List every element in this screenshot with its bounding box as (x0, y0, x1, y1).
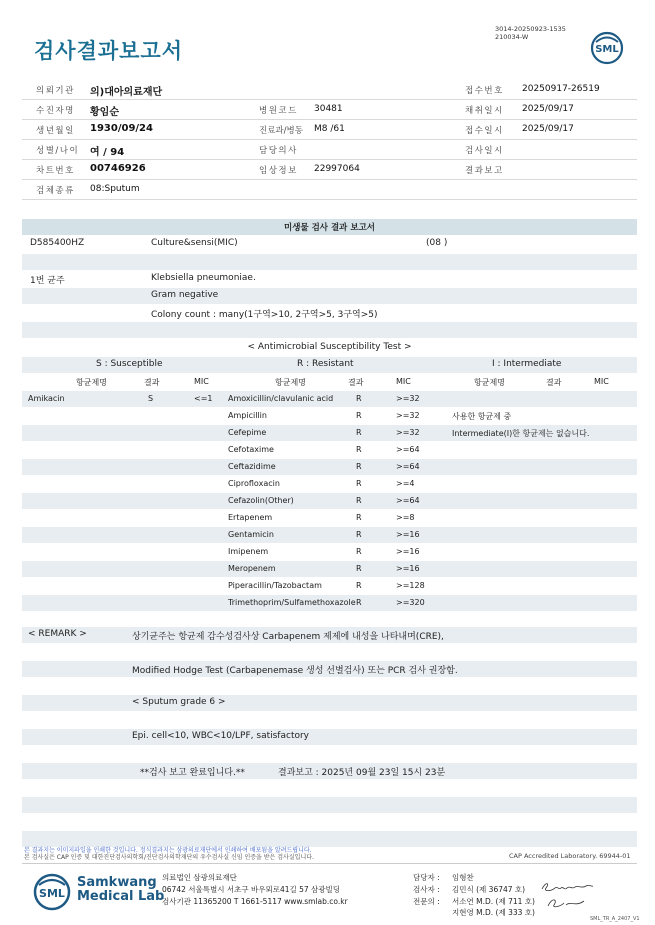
test-code: D585400HZ (30, 238, 85, 248)
col-mic-i: MIC (594, 377, 609, 386)
receipt-date: 2025/09/17 (522, 124, 574, 134)
legend-resistant: R : Resistant (297, 359, 354, 369)
blank-band (22, 322, 637, 338)
epi-result: Epi. cell<10, WBC<10/LPF, satisfactory (132, 731, 310, 741)
mic-r: >=32 (396, 411, 420, 420)
table-row (22, 578, 637, 594)
organism-label: 1번 균주 (30, 276, 65, 286)
birth-date: 1930/09/24 (90, 123, 153, 134)
drug-name-r: Cefazolin(Other) (228, 496, 294, 505)
table-row (22, 425, 637, 441)
staff-name: 임형찬 (452, 873, 474, 882)
mic-r: >=64 (396, 496, 420, 505)
result-r: R (356, 581, 362, 590)
result-r: R (356, 530, 362, 539)
table-row (22, 459, 637, 475)
mic-r: >=320 (396, 598, 425, 607)
table-row (22, 391, 637, 407)
col-mic-s: MIC (194, 377, 209, 386)
collection-date: 2025/09/17 (522, 104, 574, 114)
col-result-s: 결과 (144, 378, 160, 387)
svg-text:SML: SML (595, 44, 619, 55)
tester-name: 김민식 (제 36747 호) (452, 885, 526, 894)
document-id-line1: 3014-20250923-1535 (495, 25, 566, 33)
mic-r: >=128 (396, 581, 425, 590)
drug-name-r: Cefepime (228, 428, 267, 437)
table-row (22, 442, 637, 458)
remark-1: 상기균주는 항균제 감수성검사상 Carbapenem 제제에 내성을 나타내며(CRE), (132, 632, 444, 642)
brand-line1: Samkwang (77, 875, 157, 890)
specimen: 08:Sputum (90, 184, 140, 194)
label-test-date: 검사일시 (465, 146, 504, 156)
ast-title-row (22, 340, 637, 356)
col-drug-s: 항균제명 (76, 378, 107, 387)
blank-band (22, 610, 637, 626)
drug-name-r: Ampicillin (228, 411, 267, 420)
specialist-1: 서소연 M.D. (제 711 호) (452, 897, 535, 906)
receipt-no: 20250917-26519 (522, 84, 600, 94)
blank-band (22, 780, 637, 796)
table-row (22, 510, 637, 526)
gram-stain: Gram negative (151, 290, 219, 300)
result-s: S (148, 394, 154, 403)
drug-name-r: Ertapenem (228, 513, 273, 522)
sputum-row (22, 695, 637, 711)
footer-divider (22, 863, 637, 864)
legend-susceptible: S : Susceptible (96, 359, 163, 369)
mic-r: >=64 (396, 445, 420, 454)
info-row-2 (22, 100, 637, 120)
drug-name-r: Gentamicin (228, 530, 274, 539)
mic-r: >=4 (396, 479, 415, 488)
org-name: 의료법인 삼광의료재단 (162, 873, 237, 882)
section-title: 미생물 검사 결과 보고서 (284, 223, 375, 233)
drug-name-r: Piperacillin/Tazobactam (228, 581, 322, 590)
blank-band (22, 712, 637, 728)
blank-band (22, 678, 637, 694)
info-row-6 (22, 180, 637, 200)
remark-row-1 (22, 627, 637, 643)
result-r: R (356, 479, 362, 488)
label-specimen: 검체종류 (36, 186, 75, 196)
clinical-info: 22997064 (314, 164, 360, 174)
dept: M8 /61 (314, 124, 345, 134)
gram-row (22, 288, 637, 304)
patient-name: 황임순 (90, 107, 119, 118)
drug-name-r: Amoxicillin/clavulanic acid (228, 394, 334, 403)
label-collection-date: 채취일시 (465, 106, 504, 116)
label-requesting-org: 의뢰기관 (36, 86, 75, 96)
col-result-i: 결과 (546, 378, 562, 387)
cap-accreditation: CAP Accredited Laboratory. 69944-01 (509, 852, 631, 860)
mic-r: >=16 (396, 530, 420, 539)
sputum-grade: < Sputum grade 6 > (132, 697, 226, 707)
org-contact: 검사기관 11365200 T 1661-5117 www.smlab.co.kr (162, 897, 348, 906)
footer-notice: 본 결과지는 이미지파일을 인쇄한 것입니다. 정식결과지는 삼광의료재단에서 인쇄하여 배포됨을 알려드립니다. (24, 847, 312, 854)
mic-r: >=32 (396, 394, 420, 403)
drug-name-r: Ciprofloxacin (228, 479, 280, 488)
label-receipt-date: 접수일시 (465, 126, 504, 136)
brand-line2: Medical Lab (77, 889, 165, 904)
info-row-1 (22, 80, 637, 100)
label-doctor: 담당의사 (259, 146, 298, 156)
ast-title: < Antimicrobial Susceptibility Test > (247, 342, 412, 352)
label-sex-age: 성별/나이 (36, 146, 80, 156)
test-row (22, 236, 637, 252)
brand-name (77, 876, 164, 904)
intermediate-note: Intermediate(I)한 항균제는 없습니다. (452, 429, 590, 438)
mic-r: >=64 (396, 462, 420, 471)
label-receipt-no: 접수번호 (465, 86, 504, 96)
colony-row (22, 305, 637, 321)
col-drug-r: 항균제명 (275, 378, 306, 387)
requesting-org: 의)대아의료재단 (90, 87, 163, 98)
complete-row (22, 763, 637, 779)
svg-text:SML: SML (39, 887, 65, 900)
table-row (22, 527, 637, 543)
label-chart: 차트번호 (36, 166, 75, 176)
staff-label: 담당자 : (413, 873, 440, 882)
blank-band (22, 644, 637, 660)
label-dept: 진료과/병동 (259, 126, 303, 136)
result-r: R (356, 598, 362, 607)
blank-band (22, 254, 637, 270)
drug-name-r: Imipenem (228, 547, 269, 556)
sml-logo-icon (32, 872, 72, 912)
report-time: 결과보고 : 2025년 09월 23일 15시 23분 (278, 768, 446, 778)
info-row-3 (22, 120, 637, 140)
column-header-row (22, 374, 637, 390)
test-name: Culture&sensi(MIC) (151, 238, 238, 248)
test-no: (08 ) (426, 238, 448, 248)
mic-r: >=16 (396, 547, 420, 556)
drug-name-r: Ceftazidime (228, 462, 276, 471)
legend-row (22, 357, 637, 373)
result-r: R (356, 513, 362, 522)
table-row (22, 493, 637, 509)
report-complete: **검사 보고 완료입니다.** (140, 768, 245, 778)
table-row (22, 476, 637, 492)
label-hospital-code: 병원코드 (259, 106, 298, 116)
mic-s: <=1 (194, 394, 213, 403)
sex-age: 여 / 94 (90, 147, 125, 158)
label-birth: 생년월일 (36, 126, 75, 136)
label-name: 수진자명 (36, 106, 75, 116)
result-r: R (356, 496, 362, 505)
label-clinical: 임상정보 (259, 166, 298, 176)
info-row-4 (22, 140, 637, 160)
intermediate-note: 사용한 항균제 중 (452, 412, 512, 421)
remark-row-2 (22, 661, 637, 677)
remark-2: Modified Hodge Test (Carbapenemase 생성 선별검사) 또는 PCR 검사 권장함. (132, 666, 458, 676)
form-code: SML_TR_A_2407_V1 (590, 916, 640, 922)
result-r: R (356, 462, 362, 471)
sml-logo-icon (590, 31, 624, 65)
mic-r: >=8 (396, 513, 415, 522)
document-id (495, 25, 566, 41)
hospital-code: 30481 (314, 104, 343, 114)
section-title-band (22, 219, 637, 235)
col-drug-i: 항균제명 (474, 378, 505, 387)
organism-name: Klebsiella pneumoniae. (151, 273, 256, 283)
table-row (22, 408, 637, 424)
organism-row (22, 271, 637, 287)
result-r: R (356, 411, 362, 420)
signature-icon (540, 879, 595, 913)
info-row-5 (22, 160, 637, 180)
mic-r: >=16 (396, 564, 420, 573)
epi-row (22, 729, 637, 745)
result-r: R (356, 394, 362, 403)
blank-band (22, 797, 637, 813)
legend-intermediate: I : Intermediate (492, 359, 562, 369)
specialist-2: 지현영 M.D. (제 333 호) (452, 908, 535, 917)
drug-name-s: Amikacin (28, 394, 65, 403)
blank-band (22, 746, 637, 762)
document-id-line2: 210034-W (495, 33, 529, 41)
drug-name-r: Trimethoprim/Sulfamethoxazole (228, 598, 356, 607)
tester-label: 검사자 : (413, 885, 440, 894)
result-r: R (356, 564, 362, 573)
org-address: 06742 서울특별시 서초구 바우뫼로41길 57 삼광빌딩 (162, 885, 341, 894)
colony-count: Colony count : many(1구역>10, 2구역>5, 3구역>5) (151, 310, 378, 320)
mic-r: >=32 (396, 428, 420, 437)
remark-label: < REMARK > (28, 629, 87, 639)
col-result-r: 결과 (348, 378, 364, 387)
result-r: R (356, 547, 362, 556)
blank-band (22, 814, 637, 830)
drug-name-r: Cefotaxime (228, 445, 274, 454)
label-report: 결과보고 (465, 166, 504, 176)
footer-certification: 본 검사실은 CAP 인증 및 대한진단검사의학회/진단검사의학재단의 우수검사실 신임 인증을 받은 검사실입니다. (24, 854, 314, 861)
chart-no: 00746926 (90, 163, 146, 174)
result-r: R (356, 445, 362, 454)
table-row (22, 561, 637, 577)
specialist-label: 전문의 : (413, 897, 440, 906)
page-title: 검사결과보고서 (34, 39, 184, 63)
result-r: R (356, 428, 362, 437)
table-row (22, 544, 637, 560)
drug-name-r: Meropenem (228, 564, 276, 573)
col-mic-r: MIC (396, 377, 411, 386)
table-row (22, 595, 637, 611)
